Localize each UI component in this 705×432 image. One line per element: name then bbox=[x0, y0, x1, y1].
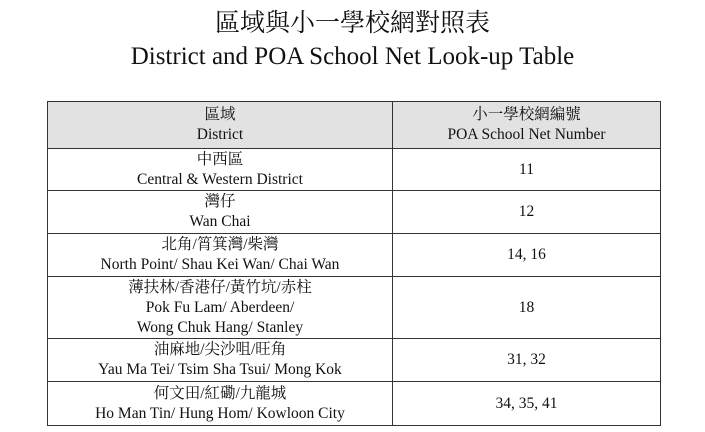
district-cell bbox=[48, 149, 393, 191]
header-net-zh: 小一學校網編號 bbox=[472, 106, 581, 123]
header-district-zh: 區域 bbox=[204, 106, 236, 123]
district-zh: 中西區 bbox=[196, 150, 244, 168]
table-row bbox=[48, 234, 661, 277]
district-cell bbox=[48, 277, 393, 339]
header-district-en: District bbox=[196, 126, 244, 143]
table-row bbox=[48, 277, 661, 339]
district-en: Pok Fu Lam/ Aberdeen/ bbox=[145, 298, 295, 316]
table-row bbox=[48, 339, 661, 382]
district-school-net-table bbox=[47, 101, 661, 426]
district-zh: 薄扶林/香港仔/黃竹坑/赤柱 bbox=[128, 278, 312, 296]
district-en-line2: Wong Chuk Hang/ Stanley bbox=[136, 318, 304, 336]
net-number-cell: 31, 32 bbox=[393, 339, 661, 382]
header-district bbox=[48, 102, 393, 149]
table-header-row bbox=[48, 102, 661, 149]
district-zh: 何文田/紅磡/九龍城 bbox=[153, 384, 287, 402]
district-en: Ho Man Tin/ Hung Hom/ Kowloon City bbox=[95, 404, 345, 422]
district-en: Central & Western District bbox=[137, 170, 303, 188]
district-cell bbox=[48, 339, 393, 382]
district-zh: 油麻地/尖沙咀/旺角 bbox=[153, 341, 287, 358]
header-net-number bbox=[393, 102, 661, 149]
district-cell bbox=[48, 382, 393, 426]
header-net-en: POA School Net Number bbox=[447, 126, 606, 143]
net-number-cell: 11 bbox=[393, 149, 661, 191]
district-en: North Point/ Shau Kei Wan/ Chai Wan bbox=[100, 256, 340, 273]
table-row bbox=[48, 382, 661, 426]
district-cell bbox=[48, 191, 393, 234]
district-zh: 北角/筲箕灣/柴灣 bbox=[161, 236, 279, 253]
district-en: Yau Ma Tei/ Tsim Sha Tsui/ Mong Kok bbox=[98, 361, 342, 378]
page-title-english: District and POA School Net Look-up Table bbox=[130, 43, 575, 70]
net-number-cell: 12 bbox=[393, 191, 661, 234]
page-title-chinese: 區域與小一學校網對照表 bbox=[214, 10, 490, 37]
net-number-cell: 34, 35, 41 bbox=[393, 382, 661, 426]
district-en: Wan Chai bbox=[189, 213, 251, 230]
net-number-cell: 14, 16 bbox=[393, 234, 661, 277]
district-zh: 灣仔 bbox=[204, 193, 236, 210]
district-cell bbox=[48, 234, 393, 277]
net-number-cell: 18 bbox=[393, 277, 661, 339]
table-row bbox=[48, 191, 661, 234]
table-row bbox=[48, 149, 661, 191]
